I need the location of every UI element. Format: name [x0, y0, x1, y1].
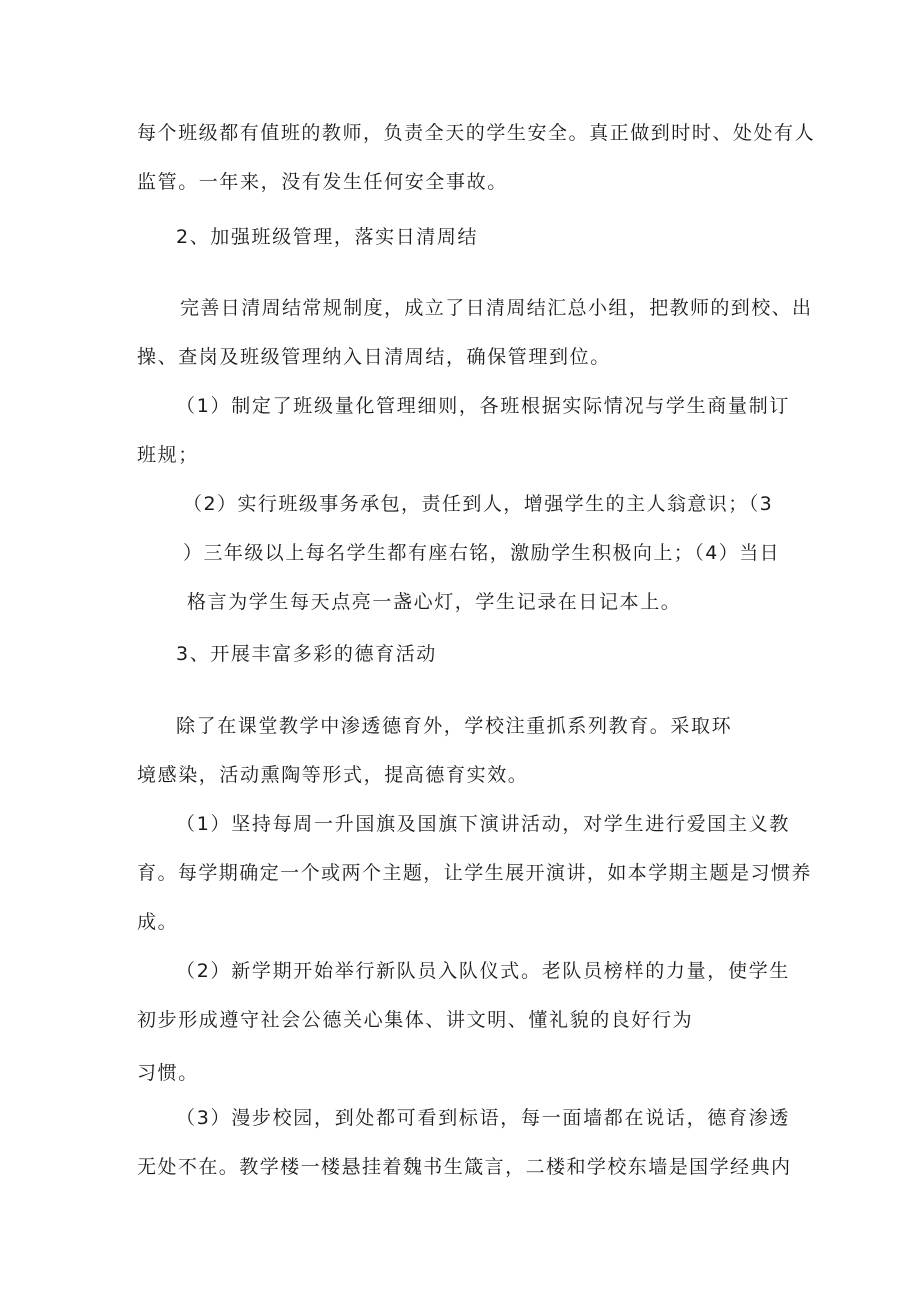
paragraph-line: （2）新学期开始举行新队员入队仪式。老队员榜样的力量，使学生 [176, 960, 791, 982]
paragraph-line: （1）坚持每周一升国旗及国旗下演讲活动，对学生进行爱国主义教 [176, 813, 791, 835]
paragraph-line: 初步形成遵守社会公德关心集体、讲文明、懂礼貌的良好行为 [137, 1009, 694, 1031]
paragraph-line: （3）漫步校园，到处都可看到标语，每一面墙都在说话，德育渗透 [176, 1107, 791, 1129]
paragraph-line: 格言为学生每天点亮一盏心灯，学生记录在日记本上。 [187, 591, 682, 613]
paragraph-line: 无处不在。教学楼一楼悬挂着魏书生箴言，二楼和学校东墙是国学经典内 [137, 1156, 792, 1178]
paragraph-line: 习惯。 [137, 1062, 199, 1084]
paragraph-line: 成。 [137, 911, 179, 933]
paragraph-line: （1）制定了班级量化管理细则，各班根据实际情况与学生商量制订 [176, 395, 791, 417]
section-heading: 3、开展丰富多彩的德育活动 [176, 643, 437, 665]
paragraph-line: ）三年级以上每名学生都有座右铭，激励学生积极向上；（4）当日 [183, 542, 781, 564]
paragraph-line: 境感染，活动熏陶等形式，提高德育实效。 [137, 764, 529, 786]
paragraph-line: 完善日清周结常规制度，成立了日清周结汇总小组，把教师的到校、出 [180, 297, 813, 319]
paragraph-line: 操、查岗及班级管理纳入日清周结，确保管理到位。 [137, 346, 611, 368]
paragraph-line: 班规； [137, 444, 199, 466]
paragraph-line: 每个班级都有值班的教师，负责全天的学生安全。真正做到时时、处处有人 [137, 122, 816, 144]
section-heading: 2、加强班级管理，落实日清周结 [176, 226, 479, 248]
paragraph-line: 育。每学期确定一个或两个主题，让学生展开演讲，如本学期主题是习惯养 [137, 862, 812, 884]
paragraph-line: 除了在课堂教学中渗透德育外，学校注重抓系列教育。采取环 [176, 715, 733, 737]
paragraph-line: 监管。一年来，没有发生任何安全事故。 [137, 171, 508, 193]
paragraph-line: （2）实行班级事务承包，责任到人，增强学生的主人翁意识；（3 [183, 493, 774, 515]
